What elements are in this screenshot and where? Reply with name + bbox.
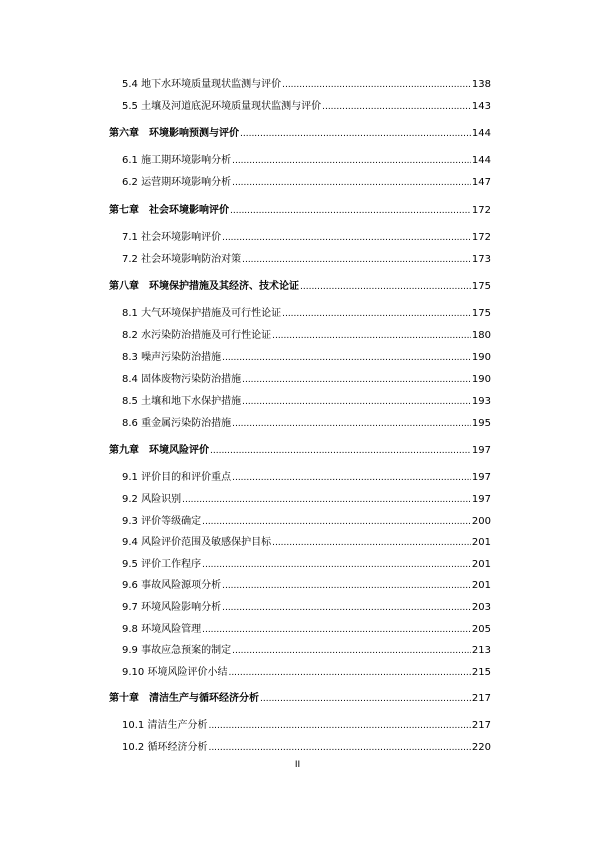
toc-entry-title: 9.10 环境风险评价小结 <box>122 667 228 678</box>
dot-leader <box>232 177 471 189</box>
toc-page-number: 144 <box>471 128 491 139</box>
toc-page-number: 217 <box>471 720 491 731</box>
toc-entry[interactable] <box>122 559 491 571</box>
toc-chapter-title: 第六章 环境影响预测与评价 <box>109 128 239 139</box>
toc-page-number: 172 <box>471 232 491 243</box>
toc-chapter-title: 第九章 环境风险评价 <box>109 445 209 456</box>
toc-page-number: 213 <box>471 645 491 656</box>
page-footer-number: II <box>294 760 301 770</box>
toc-entry-title: 8.1 大气环境保护措施及可行性论证 <box>122 308 282 319</box>
toc-page-number: 195 <box>471 418 491 429</box>
toc-page-number: 172 <box>471 205 491 216</box>
toc-entry-title: 9.5 评价工作程序 <box>122 559 202 570</box>
dot-leader <box>232 155 471 167</box>
toc-entry-title: 8.2 水污染防治措施及可行性论证 <box>122 330 272 341</box>
toc-page-number: 193 <box>471 396 491 407</box>
toc-entry-title: 10.1 清洁生产分析 <box>122 720 208 731</box>
toc-page-number: 175 <box>471 308 491 319</box>
dot-leader <box>222 602 471 614</box>
dot-leader <box>202 559 471 571</box>
toc-page-number: 205 <box>471 624 491 635</box>
toc-entry-title: 8.5 土壤和地下水保护措施 <box>122 396 242 407</box>
dot-leader <box>208 720 470 732</box>
toc-page-number: 220 <box>471 742 491 753</box>
toc-entry[interactable] <box>122 396 491 408</box>
toc-entry[interactable] <box>122 254 491 266</box>
toc-entry[interactable] <box>122 720 491 732</box>
toc-entry[interactable] <box>122 494 491 506</box>
dot-leader <box>232 472 471 484</box>
toc-entry[interactable] <box>122 516 491 528</box>
dot-leader <box>222 580 471 592</box>
toc-chapter-title: 第八章 环境保护措施及其经济、技术论证 <box>109 281 299 292</box>
dot-leader <box>222 352 471 364</box>
toc-page-number: 197 <box>471 472 491 483</box>
dot-leader <box>282 79 471 91</box>
toc-entry-title: 6.1 施工期环境影响分析 <box>122 155 232 166</box>
toc-entry-title: 10.2 循环经济分析 <box>122 742 208 753</box>
toc-entry-title: 5.5 土壤及河道底泥环境质量现状监测与评价 <box>122 101 322 112</box>
dot-leader <box>232 418 471 430</box>
dot-leader <box>322 101 471 113</box>
toc-chapter[interactable] <box>109 128 491 140</box>
toc-entry-title: 9.8 环境风险管理 <box>122 624 202 635</box>
dot-leader <box>202 624 471 636</box>
toc-entry[interactable] <box>122 472 491 484</box>
dot-leader <box>240 128 471 140</box>
toc-page-number: 173 <box>471 254 491 265</box>
toc-entry[interactable] <box>122 418 491 430</box>
toc-entry-title: 9.1 评价目的和评价重点 <box>122 472 232 483</box>
toc-chapter[interactable] <box>109 445 491 457</box>
dot-leader <box>202 516 471 528</box>
toc-page-number: 197 <box>471 494 491 505</box>
toc-entry-title: 6.2 运营期环境影响分析 <box>122 177 232 188</box>
toc-entry-title: 9.7 环境风险影响分析 <box>122 602 222 613</box>
toc-page-number: 143 <box>471 101 491 112</box>
toc-entry[interactable] <box>122 645 491 657</box>
toc-entry-title: 8.6 重金属污染防治措施 <box>122 418 232 429</box>
dot-leader <box>210 445 471 457</box>
toc-page-number: 201 <box>471 580 491 591</box>
toc-page-number: 215 <box>471 667 491 678</box>
toc-page-number: 201 <box>471 537 491 548</box>
toc-entry[interactable] <box>122 308 491 320</box>
toc-page-number: 203 <box>471 602 491 613</box>
toc-entry[interactable] <box>122 79 491 91</box>
toc-chapter-title: 第七章 社会环境影响评价 <box>109 205 229 216</box>
toc-page-number: 200 <box>471 516 491 527</box>
dot-leader <box>300 281 471 293</box>
dot-leader <box>208 742 470 754</box>
toc-entry-title: 7.1 社会环境影响评价 <box>122 232 222 243</box>
toc-entry[interactable] <box>122 352 491 364</box>
toc-entry-title: 9.6 事故风险源项分析 <box>122 580 222 591</box>
toc-page-number: 144 <box>471 155 491 166</box>
toc-entry-title: 8.4 固体废物污染防治措施 <box>122 374 242 385</box>
toc-page-number: 217 <box>471 693 491 704</box>
toc-page-number: 190 <box>471 374 491 385</box>
toc-entry[interactable] <box>122 177 491 189</box>
toc-entry[interactable] <box>122 580 491 592</box>
dot-leader <box>182 494 471 506</box>
toc-entry-title: 7.2 社会环境影响防治对策 <box>122 254 242 265</box>
dot-leader <box>242 374 471 386</box>
toc-entry[interactable] <box>122 667 491 679</box>
toc-page-number: 197 <box>471 445 491 456</box>
toc-page-number: 190 <box>471 352 491 363</box>
toc-entry[interactable] <box>122 330 491 342</box>
toc-chapter[interactable] <box>109 281 491 293</box>
toc-entry[interactable] <box>122 374 491 386</box>
dot-leader <box>272 537 471 549</box>
dot-leader <box>232 645 471 657</box>
toc-entry-title: 9.2 风险识别 <box>122 494 182 505</box>
dot-leader <box>242 396 471 408</box>
dot-leader <box>242 254 471 266</box>
toc-chapter[interactable] <box>109 205 491 217</box>
toc-chapter-title: 第十章 清洁生产与循环经济分析 <box>109 693 259 704</box>
toc-entry[interactable] <box>122 101 491 113</box>
toc-entry-title: 9.4 风险评价范围及敏感保护目标 <box>122 537 272 548</box>
toc-page-number: 180 <box>471 330 491 341</box>
dot-leader <box>230 205 471 217</box>
dot-leader <box>272 330 471 342</box>
toc-page-number: 138 <box>471 79 491 90</box>
toc-entry-title: 8.3 噪声污染防治措施 <box>122 352 222 363</box>
toc-entry[interactable] <box>122 537 491 549</box>
toc-entry-title: 9.9 事故应急预案的制定 <box>122 645 232 656</box>
dot-leader <box>228 667 470 679</box>
toc-entry[interactable] <box>122 602 491 614</box>
dot-leader <box>222 232 471 244</box>
toc-entry-title: 9.3 评价等级确定 <box>122 516 202 527</box>
toc-chapter[interactable] <box>109 693 491 705</box>
toc-entry[interactable] <box>122 155 491 167</box>
toc-page-number: 201 <box>471 559 491 570</box>
toc-entry[interactable] <box>122 232 491 244</box>
dot-leader <box>260 693 471 705</box>
toc-entry[interactable] <box>122 742 491 754</box>
dot-leader <box>282 308 471 320</box>
toc-entry[interactable] <box>122 624 491 636</box>
toc-entry-title: 5.4 地下水环境质量现状监测与评价 <box>122 79 282 90</box>
toc-page-number: 147 <box>471 177 491 188</box>
toc-page-number: 175 <box>471 281 491 292</box>
